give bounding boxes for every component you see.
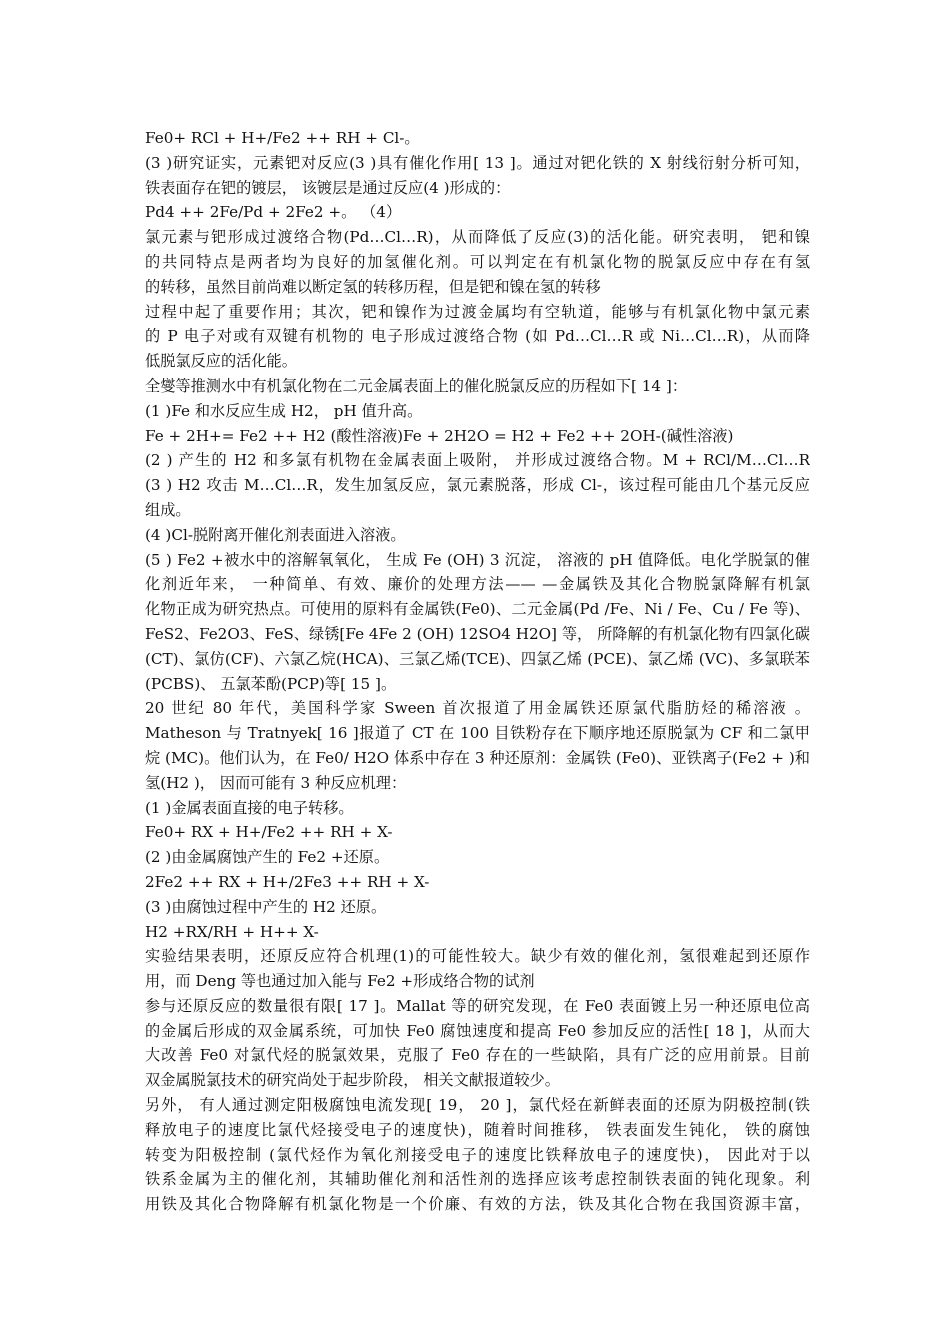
text-line: 氢(H2 )， 因而可能有 3 种反应机理： [145, 773, 407, 792]
text-line: (3 )由腐蚀过程中产生的 H2 还原。 [145, 897, 387, 916]
text-line: 2Fe2 ++ RX + H+/2Fe3 ++ RH + X- [145, 872, 430, 891]
text-line: (3 )研究证实，元素钯对反应(3 )具有催化作用[ 13 ]。通过对钯化铁的 X 射线衍射分析可知， [145, 153, 810, 172]
text-line: (3 ) H2 攻击 M…Cl…R，发生加氢反应，氯元素脱落，形成 Cl-，该过程可能由几个基元反应 [145, 476, 810, 495]
text-line: Fe + 2H+= Fe2 ++ H2 (酸性溶液)Fe + 2H2O = H2 + Fe2 ++ 2OH-(碱性溶液) [145, 426, 734, 445]
text-line: FeS2、Fe2O3、FeS、绿锈[Fe 4Fe 2 (OH) 12SO4 H2O] 等， 所降解的有机氯化物有四氯化碳 [145, 624, 810, 643]
text-line: 20 世纪 80 年代，美国科学家 Sween 首次报道了用金属铁还原氯代脂肪烃的稀溶液 。 [145, 699, 810, 718]
text-line: (1 )金属表面直接的电子转移。 [145, 798, 354, 817]
text-line: 化物正成为研究热点。可使用的原料有金属铁(Fe0)、二元金属(Pd /Fe、Ni / Fe、Cu / Fe 等)、 [145, 600, 810, 619]
text-line: 实验结果表明，还原反应符合机理(1)的可能性较大。缺少有效的催化剂，氢很难起到还原作 [145, 947, 810, 966]
text-line: 的金属后形成的双金属系统，可加快 Fe0 腐蚀速度和提高 Fe0 参加反应的活性[ 18 ]，从而大 [145, 1021, 810, 1040]
text-line: (2 )由金属腐蚀产生的 Fe2 +还原。 [145, 848, 390, 867]
text-line: (PCBS)、 五氯苯酚(PCP)等[ 15 ]。 [145, 674, 397, 693]
text-line: (1 )Fe 和水反应生成 H2， pH 值升高。 [145, 401, 423, 420]
text-line: 的转移，虽然目前尚难以断定氢的转移历程，但是钯和镍在氢的转移 [145, 277, 601, 296]
text-line: Pd4 ++ 2Fe/Pd + 2Fe2 +。 （4） [145, 203, 402, 222]
text-line: 低脱氯反应的活化能。 [145, 352, 297, 371]
text-line: 氯元素与钯形成过渡络合物(Pd…Cl…R)，从而降低了反应(3)的活化能。研究表明， 钯和镍 [145, 228, 810, 247]
document-body [145, 126, 810, 1217]
text-line: 组成。 [145, 500, 191, 519]
text-line: Fe0+ RCl + H+/Fe2 ++ RH + Cl-。 [145, 129, 420, 147]
text-line: (4 )Cl-脱附离开催化剂表面进入溶液。 [145, 525, 406, 544]
text-line: 铁系金属为主的催化剂，其辅助催化剂和活性剂的选择应该考虑控制铁表面的钝化现象。利 [145, 1170, 810, 1189]
text-line: 全燮等推测水中有机氯化物在二元金属表面上的催化脱氯反应的历程如下[ 14 ]： [145, 376, 688, 395]
text-line: 用，而 Deng 等也通过加入能与 Fe2 +形成络合物的试剂 [145, 972, 535, 991]
text-line: 的共同特点是两者均为良好的加氢催化剂。可以判定在有机氯化物的脱氯反应中存在有氢 [145, 252, 810, 271]
text-line: 双金属脱氯技术的研究尚处于起步阶段， 相关文献报道较少。 [145, 1071, 560, 1090]
text-line: 的 P 电子对或有双键有机物的 电子形成过渡络合物 (如 Pd…Cl…R 或 Ni…Cl…R)，从而降 [145, 327, 810, 346]
text-line: 释放电子的速度比氯代烃接受电子的速度快)，随着时间推移， 铁表面发生钝化， 铁的腐蚀 [145, 1120, 810, 1139]
text-line: 用铁及其化合物降解有机氯化物是一个价廉、有效的方法，铁及其化合物在我国资源丰富， [145, 1195, 810, 1214]
text-line: Fe0+ RX + H+/Fe2 ++ RH + X- [145, 823, 393, 842]
text-line: (2 ) 产生的 H2 和多氯有机物在金属表面上吸附， 并形成过渡络合物。M + RCl/M…Cl…R [145, 451, 810, 470]
text-line: 转变为阳极控制 (氯代烃作为氧化剂接受电子的速度比铁释放电子的速度快)， 因此对于以 [145, 1145, 810, 1164]
text-line: 过程中起了重要作用；其次，钯和镍作为过渡金属均有空轨道，能够与有机氯化物中氯元素 [145, 302, 810, 321]
text-line: 化剂近年来， 一种简单、有效、廉价的处理方法—— —金属铁及其化合物脱氯降解有机氯 [145, 575, 810, 594]
text-line: 大改善 Fe0 对氯代烃的脱氯效果，克服了 Fe0 存在的一些缺陷，具有广泛的应用前景。目前 [145, 1046, 810, 1065]
text-line: H2 +RX/RH + H++ X- [145, 922, 319, 941]
text-line: 烷 (MC)。他们认为，在 Fe0/ H2O 体系中存在 3 种还原剂：金属铁 (Fe0)、亚铁离子(Fe2 + )和 [145, 748, 810, 767]
text-line: 参与还原反应的数量很有限[ 17 ]。Mallat 等的研究发现，在 Fe0 表面镀上另一种还原电位高 [145, 996, 810, 1015]
text-line: Matheson 与 Tratnyek[ 16 ]报道了 CT 在 100 目铁粉存在下顺序地还原脱氯为 CF 和二氯甲 [145, 724, 810, 743]
text-line: 另外， 有人通过测定阳极腐蚀电流发现[ 19， 20 ]，氯代烃在新鲜表面的还原为阴极控制(铁 [145, 1096, 810, 1115]
text-line: (5 ) Fe2 +被水中的溶解氧氧化， 生成 Fe (OH) 3 沉淀， 溶液的 pH 值降低。电化学脱氯的催 [145, 550, 810, 569]
text-line: (CT)、氯仿(CF)、六氯乙烷(HCA)、三氯乙烯(TCE)、四氯乙烯 (PCE)、氯乙烯 (VC)、多氯联苯 [145, 649, 810, 668]
text-line: 铁表面存在钯的镀层， 该镀层是通过反应(4 )形成的： [145, 178, 511, 197]
